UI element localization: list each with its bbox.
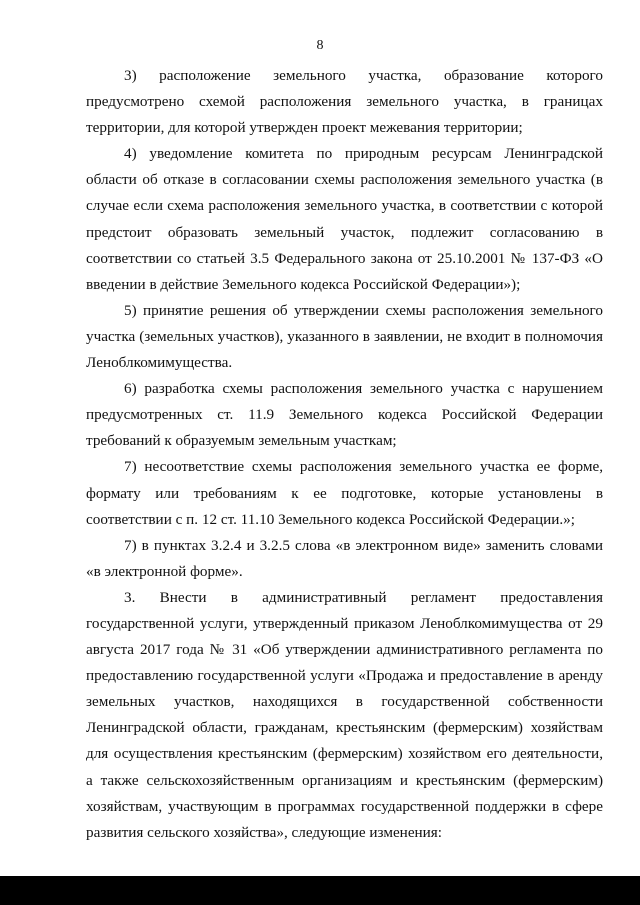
page-number: 8 bbox=[316, 38, 324, 53]
paragraph-section-3: 3. Внести в административный регламент предоставления государственной услуги, утвержденный приказом Леноблкомимущества от 29 августа 2017 года № 31 «Об утверждении административного регламента по предоставлению государственной услуги «Продажа и предоставление в аренду земельных участков, находящихся в государственной собственности Ленинградской области, гражданам, крестьянским (фермерским) хозяйствам для осуществления крестьянским (фермерским) хозяйством его деятельности, а также сельскохозяйственным организациям и крестьянским (фермерским) хозяйствам, участвующим в программах государственной поддержки в сфере развития сельского хозяйства», следующие изменения: bbox=[86, 588, 603, 841]
paragraph-item-7: 7) несоответствие схемы расположения земельного участка ее форме, формату или требованиям к ее подготовке, которые установлены в соответствии с п. 12 ст. 11.10 Земельного кодекса Российской Федерации.»; bbox=[86, 458, 603, 528]
paragraph-item-3: 3) расположение земельного участка, образование которого предусмотрено схемой расположения земельного участка, в границах территории, для которой утвержден проект межевания территории; bbox=[86, 67, 603, 137]
paragraph-item-4: 4) уведомление комитета по природным ресурсам Ленинградской области об отказе в согласовании схемы расположения земельного участка (в случае если схема расположения земельного участка, в соответствии с которой предстоит образовать земельный участок, подлежит согласованию в соответствии со статьей 3.5 Федерального закона от 25.10.2001 № 137-ФЗ «О введении в действие Земельного кодекса Российской Федерации»); bbox=[86, 145, 603, 293]
paragraph-amendment-7: 7) в пунктах 3.2.4 и 3.2.5 слова «в электронном виде» заменить словами «в электронной форме». bbox=[86, 536, 603, 580]
paragraph-item-5: 5) принятие решения об утверждении схемы расположения земельного участка (земельных участков), указанного в заявлении, не входит в полномочия Леноблкомимущества. bbox=[86, 301, 603, 372]
scan-bottom-bar bbox=[0, 876, 640, 905]
paragraph-item-6: 6) разработка схемы расположения земельного участка с нарушением предусмотренных ст. 11.9 Земельного кодекса Российской Федерации требований к образуемым земельным участкам; bbox=[86, 380, 603, 450]
document-body bbox=[86, 63, 603, 846]
